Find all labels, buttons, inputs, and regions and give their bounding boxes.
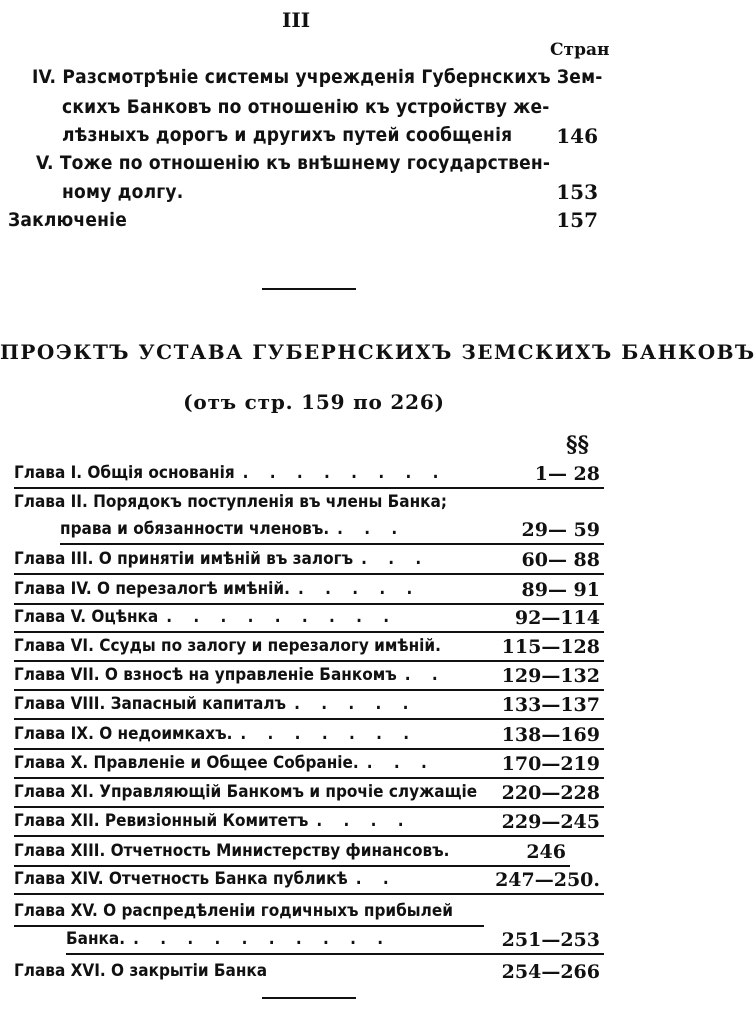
chapter-row xyxy=(14,866,604,895)
chapter-label: Глава IV. О перезалогѣ имѣній. . . . . . xyxy=(14,579,421,599)
page-column-header: Стран xyxy=(550,40,610,60)
chapter-range: 220—228 xyxy=(501,782,600,804)
chapter-row xyxy=(14,721,604,750)
chapter-row xyxy=(14,604,604,633)
chapter-label: Глава XIV. Отчетность Банка публикѣ . . xyxy=(14,869,397,889)
chapter-row xyxy=(14,460,604,489)
chapter-label: Глава IX. О недоимкахъ. . . . . . . . xyxy=(14,724,418,744)
chapter-row xyxy=(14,662,604,691)
toc-line: V. Тоже по отношенію къ внѣшнему государствен- xyxy=(36,152,551,174)
chapter-range: 115—128 xyxy=(501,636,600,658)
toc-page-number: 153 xyxy=(556,180,598,204)
chapter-row xyxy=(14,838,570,867)
toc-line: ному долгу. xyxy=(62,181,184,203)
chapter-label: Глава VII. О взносѣ на управленіе Банкомъ . . xyxy=(14,665,446,685)
chapter-range: 138—169 xyxy=(501,724,600,746)
chapter-range: 246 xyxy=(526,841,566,863)
chapter-label: Глава VIII. Запасный капиталъ . . . . . xyxy=(14,694,417,714)
page-number: III xyxy=(282,8,311,32)
chapter-range: 170—219 xyxy=(501,753,600,775)
chapter-row xyxy=(14,750,604,779)
section-page-range: (отъ стр. 159 по 226) xyxy=(183,390,445,414)
paragraph-sign-header: §§ xyxy=(566,432,590,458)
chapter-range: 133—137 xyxy=(501,694,600,716)
chapter-row xyxy=(14,779,604,808)
toc-line: Заключеніе xyxy=(8,209,128,231)
chapter-range: 229—245 xyxy=(501,811,600,833)
chapter-label: Глава XVI. О закрытіи Банка xyxy=(14,961,268,981)
toc-line: скихъ Банковъ по отношенію къ устройству же- xyxy=(62,96,550,118)
chapter-label: Глава VI. Ссуды по залогу и перезалогу имѣній. xyxy=(14,636,441,656)
toc-page-number: 146 xyxy=(556,124,598,148)
chapter-row xyxy=(60,516,604,545)
chapter-label: Глава V. Оцѣнка . . . . . . . . . xyxy=(14,607,398,627)
chapter-row xyxy=(14,633,604,662)
chapter-row xyxy=(14,546,604,575)
chapter-label: права и обязанности членовъ. . . . xyxy=(60,519,406,539)
chapter-row xyxy=(14,691,604,720)
chapter-range: 254—266 xyxy=(501,961,600,983)
section-title: ПРОЭКТЪ УСТАВА ГУБЕРНСКИХЪ ЗЕМСКИХЪ БАНКОВЪ xyxy=(0,340,756,364)
chapter-range: 1— 28 xyxy=(534,463,600,485)
chapter-range: 29— 59 xyxy=(521,519,600,541)
toc-line: лѣзныхъ дорогъ и другихъ путей сообщенія xyxy=(62,124,513,146)
chapter-label: Глава X. Правленіе и Общее Собраніе. . . . xyxy=(14,753,435,773)
chapter-label: Глава II. Порядокъ поступленія въ члены Банка; xyxy=(14,492,447,512)
chapter-label: Глава III. О принятіи имѣній въ залогъ . . . xyxy=(14,549,430,569)
chapter-label: Глава XI. Управляющій Банкомъ и прочіе служащіе xyxy=(14,782,478,802)
chapter-row xyxy=(14,489,604,516)
chapter-range: 92—114 xyxy=(514,607,600,629)
chapter-range: 60— 88 xyxy=(521,549,600,571)
toc-line: IV. Разсмотрѣніе системы учрежденія Губернскихъ Зем- xyxy=(32,66,603,88)
chapter-row xyxy=(66,926,604,955)
chapter-label: Глава XII. Ревизіонный Комитетъ . . . . xyxy=(14,811,412,831)
chapter-row xyxy=(14,576,604,605)
chapter-range: 129—132 xyxy=(501,665,600,687)
chapter-row xyxy=(14,808,604,837)
chapter-label: Глава XV. О распредѣленіи годичныхъ прибылей xyxy=(14,901,453,921)
chapter-range: 89— 91 xyxy=(521,579,600,601)
bottom-divider xyxy=(262,997,356,999)
section-divider xyxy=(262,288,356,290)
chapter-row xyxy=(14,898,484,927)
chapter-range: 251—253 xyxy=(501,929,600,951)
chapter-row xyxy=(14,958,604,985)
chapter-label: Глава I. Общія основанія . . . . . . . . xyxy=(14,463,447,483)
chapter-label: Банка. . . . . . . . . . . xyxy=(66,929,392,949)
chapter-range: 247—250. xyxy=(495,869,600,891)
toc-page-number: 157 xyxy=(556,208,598,232)
chapter-label: Глава XIII. Отчетность Министерству финансовъ. xyxy=(14,841,450,861)
